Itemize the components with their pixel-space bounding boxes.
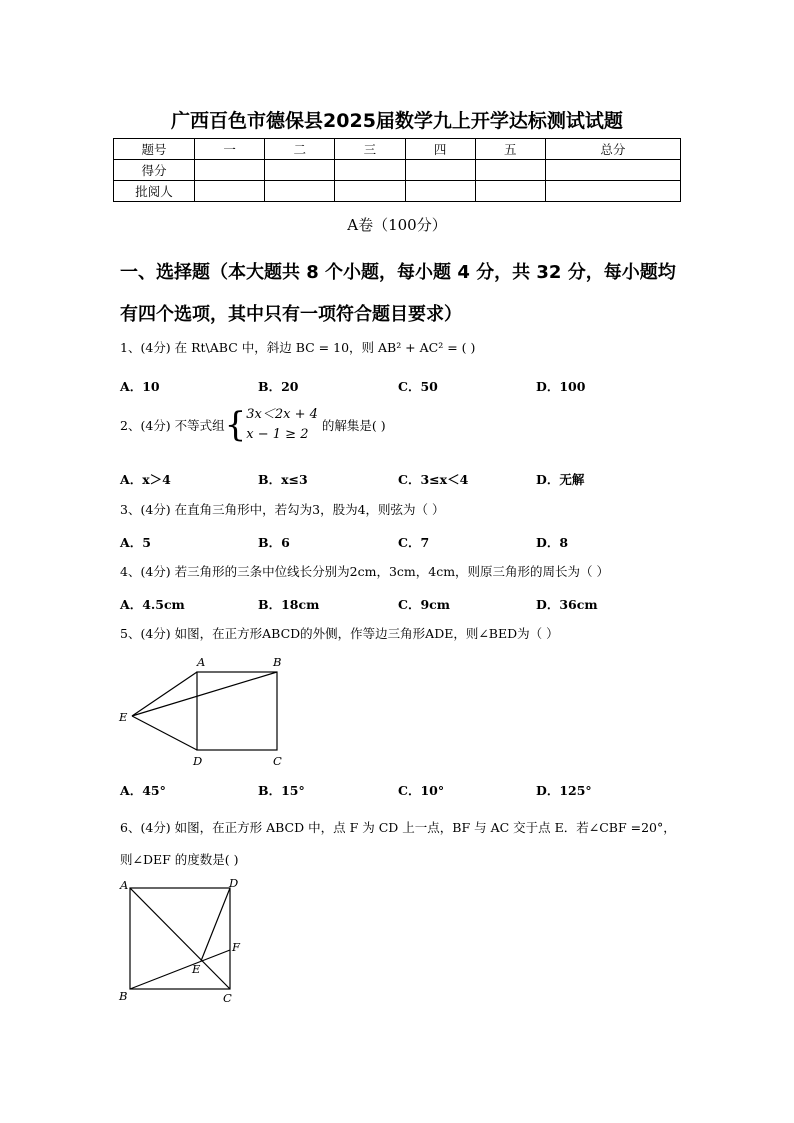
option: D．无解: [536, 472, 585, 487]
option: C．3≤x＜4: [398, 472, 469, 487]
label-a: A: [120, 878, 129, 892]
table-cell: [265, 160, 335, 181]
inequality-system: [246, 405, 318, 445]
option: A．10: [120, 379, 160, 394]
section1-title: 一、选择题（本大题共 8 个小题，每小题 4 分，共 32 分，每小题均有四个选项，其中只有一项符合题目要求）: [120, 262, 676, 325]
option: B．x≤3: [258, 472, 308, 487]
section-a-heading: A卷（100分）: [347, 216, 447, 234]
table-cell: [545, 181, 680, 202]
option: A．x＞4: [120, 472, 171, 487]
table-cell: 三: [335, 139, 405, 160]
question-2-prefix: 2、(4分) 不等式组: [120, 418, 225, 433]
score-table-row: [114, 160, 681, 181]
option: C．9cm: [398, 597, 450, 612]
option: A．5: [120, 535, 151, 550]
score-table-header-row: [114, 139, 681, 160]
table-cell: [475, 160, 545, 181]
table-cell: 总分: [545, 139, 680, 160]
table-cell: [475, 181, 545, 202]
table-cell: [265, 181, 335, 202]
label-a: A: [197, 655, 206, 669]
page-title: 广西百色市德保县2025届数学九上开学达标测试试题: [171, 110, 623, 132]
question-2: [120, 405, 386, 445]
label-c: C: [273, 754, 282, 768]
label-e: E: [192, 962, 201, 976]
option: C．10°: [398, 783, 445, 798]
inequality-line-2: x − 1 ≥ 2: [246, 427, 309, 442]
diagonal-ac: [130, 888, 230, 989]
segment-ea: [132, 672, 197, 716]
option: B．20: [258, 379, 299, 394]
question-1: 1、(4分) 在 Rt\ABC 中，斜边 BC = 10，则 AB² + AC² = ( ): [120, 340, 476, 355]
figure-square-equilateral: [115, 652, 295, 772]
question-6: 6、(4分) 如图，在正方形 ABCD 中，点 F 为 CD 上一点，BF 与 AC 交于点 E．若∠CBF =20°，则∠DEF 的度数是( ): [120, 820, 676, 867]
option: D．36cm: [536, 597, 598, 612]
table-cell: 五: [475, 139, 545, 160]
segment-bf: [130, 950, 230, 989]
table-cell: [335, 160, 405, 181]
label-e: E: [119, 710, 128, 724]
label-d: D: [229, 876, 239, 890]
option: B．15°: [258, 783, 305, 798]
score-table: [113, 138, 681, 202]
label-f: F: [232, 940, 240, 954]
table-cell: [335, 181, 405, 202]
option: B．18cm: [258, 597, 320, 612]
table-cell: 得分: [114, 160, 195, 181]
table-cell: [195, 160, 265, 181]
option: C．50: [398, 379, 438, 394]
table-cell: 一: [195, 139, 265, 160]
question-4: 4、(4分) 若三角形的三条中位线长分别为2cm，3cm，4cm，则原三角形的周长为（ ）: [120, 564, 610, 579]
table-cell: [405, 160, 475, 181]
label-d: D: [193, 754, 203, 768]
option: D．8: [536, 535, 569, 550]
question-2-suffix: 的解集是( ): [321, 418, 386, 433]
inequality-line-1: 3x＜2x + 4: [246, 407, 318, 422]
score-table-row: [114, 181, 681, 202]
option: C．7: [398, 535, 430, 550]
option: A．4.5cm: [120, 597, 185, 612]
option: B．6: [258, 535, 290, 550]
option: D．125°: [536, 783, 592, 798]
table-cell: [545, 160, 680, 181]
table-cell: 二: [265, 139, 335, 160]
option: D．100: [536, 379, 586, 394]
option: A．45°: [120, 783, 166, 798]
table-cell: [405, 181, 475, 202]
label-b: B: [273, 655, 282, 669]
segment-eb: [132, 672, 277, 716]
table-cell: [195, 181, 265, 202]
label-c: C: [223, 991, 232, 1005]
question-3: 3、(4分) 在直角三角形中，若勾为3，股为4，则弦为（ ）: [120, 502, 445, 517]
table-cell: 批阅人: [114, 181, 195, 202]
table-cell: 四: [405, 139, 475, 160]
label-b: B: [119, 989, 128, 1003]
brace: {: [224, 405, 247, 445]
segment-ed: [132, 716, 197, 750]
figure-square-diagonal: [115, 872, 255, 1007]
segment-de: [201, 888, 230, 961]
table-cell: 题号: [114, 139, 195, 160]
question-5: 5、(4分) 如图，在正方形ABCD的外侧，作等边三角形ADE，则∠BED为（ ）: [120, 626, 559, 641]
